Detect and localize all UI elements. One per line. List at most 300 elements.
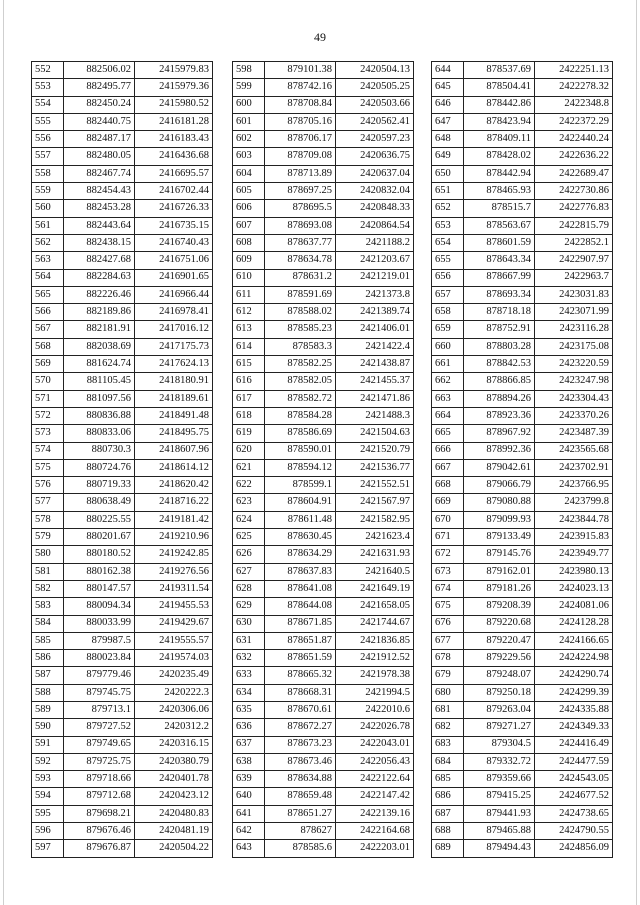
point-number-cell: 661: [432, 356, 464, 373]
x-coordinate-cell: 879465.88: [464, 823, 535, 840]
x-coordinate-cell: 878604.91: [265, 494, 336, 511]
point-number-cell: 582: [32, 580, 64, 597]
y-coordinate-cell: 2421631.93: [336, 546, 414, 563]
point-number-cell: 597: [32, 840, 64, 857]
table-row: [233, 459, 414, 476]
x-coordinate-cell: 879250.18: [464, 684, 535, 701]
x-coordinate-cell: 880638.49: [64, 494, 135, 511]
table-row: [233, 234, 414, 251]
y-coordinate-cell: 2423175.08: [535, 338, 613, 355]
y-coordinate-cell: 2421203.67: [336, 252, 414, 269]
y-coordinate-cell: 2419429.67: [135, 615, 213, 632]
x-coordinate-cell: 878665.32: [265, 667, 336, 684]
x-coordinate-cell: 878923.36: [464, 407, 535, 424]
y-coordinate-cell: 2419181.42: [135, 511, 213, 528]
x-coordinate-cell: 879263.04: [464, 701, 535, 718]
x-coordinate-cell: 880023.84: [64, 650, 135, 667]
point-number-cell: 645: [432, 79, 464, 96]
y-coordinate-cell: 2424023.13: [535, 580, 613, 597]
x-coordinate-cell: 882284.63: [64, 269, 135, 286]
x-coordinate-cell: 878409.11: [464, 131, 535, 148]
table-row: [32, 650, 213, 667]
table-row: [32, 477, 213, 494]
point-number-cell: 589: [32, 701, 64, 718]
point-number-cell: 676: [432, 615, 464, 632]
y-coordinate-cell: 2423980.13: [535, 563, 613, 580]
y-coordinate-cell: 2422440.24: [535, 131, 613, 148]
y-coordinate-cell: 2421744.67: [336, 615, 414, 632]
coordinate-table-left: [31, 61, 213, 858]
table-row: [32, 719, 213, 736]
table-row: [432, 840, 613, 857]
point-number-cell: 682: [432, 719, 464, 736]
y-coordinate-cell: 2423799.8: [535, 494, 613, 511]
point-number-cell: 571: [32, 390, 64, 407]
point-number-cell: 593: [32, 771, 64, 788]
point-number-cell: 612: [233, 304, 265, 321]
table-row: [432, 632, 613, 649]
x-coordinate-cell: 880719.33: [64, 477, 135, 494]
y-coordinate-cell: 2416740.43: [135, 234, 213, 251]
x-coordinate-cell: 878992.36: [464, 442, 535, 459]
point-number-cell: 631: [233, 632, 265, 649]
table-row: [233, 373, 414, 390]
x-coordinate-cell: 878705.16: [265, 113, 336, 130]
table-row: [32, 269, 213, 286]
point-number-cell: 610: [233, 269, 265, 286]
y-coordinate-cell: 2420306.06: [135, 701, 213, 718]
table-row: [233, 563, 414, 580]
x-coordinate-cell: 878627: [265, 823, 336, 840]
table-row: [432, 459, 613, 476]
y-coordinate-cell: 2422689.47: [535, 165, 613, 182]
x-coordinate-cell: 880094.34: [64, 598, 135, 615]
point-number-cell: 563: [32, 252, 64, 269]
y-coordinate-cell: 2420637.04: [336, 165, 414, 182]
point-number-cell: 663: [432, 390, 464, 407]
point-number-cell: 601: [233, 113, 265, 130]
x-coordinate-cell: 878644.08: [265, 598, 336, 615]
table-row: [233, 805, 414, 822]
point-number-cell: 626: [233, 546, 265, 563]
y-coordinate-cell: 2423766.95: [535, 477, 613, 494]
point-number-cell: 600: [233, 96, 265, 113]
x-coordinate-cell: 878695.5: [265, 200, 336, 217]
table-row: [432, 252, 613, 269]
point-number-cell: 641: [233, 805, 265, 822]
x-coordinate-cell: 879145.76: [464, 546, 535, 563]
x-coordinate-cell: 878673.46: [265, 753, 336, 770]
table-row: [32, 840, 213, 857]
table-row: [32, 823, 213, 840]
y-coordinate-cell: 2422776.83: [535, 200, 613, 217]
table-row: [32, 529, 213, 546]
x-coordinate-cell: 879676.46: [64, 823, 135, 840]
table-row: [432, 183, 613, 200]
y-coordinate-cell: 2420380.79: [135, 753, 213, 770]
x-coordinate-cell: 878585.23: [265, 321, 336, 338]
x-coordinate-cell: 878672.27: [265, 719, 336, 736]
x-coordinate-cell: 882450.24: [64, 96, 135, 113]
y-coordinate-cell: 2421836.85: [336, 632, 414, 649]
table-row: [233, 546, 414, 563]
table-row: [32, 425, 213, 442]
y-coordinate-cell: 2421912.52: [336, 650, 414, 667]
point-number-cell: 667: [432, 459, 464, 476]
table-row: [233, 165, 414, 182]
x-coordinate-cell: 881624.74: [64, 356, 135, 373]
x-coordinate-cell: 878667.99: [464, 269, 535, 286]
table-row: [32, 183, 213, 200]
x-coordinate-cell: 880180.52: [64, 546, 135, 563]
point-number-cell: 638: [233, 753, 265, 770]
point-number-cell: 689: [432, 840, 464, 857]
table-row: [32, 598, 213, 615]
y-coordinate-cell: 2418607.96: [135, 442, 213, 459]
x-coordinate-cell: 878709.08: [265, 148, 336, 165]
table-row: [233, 684, 414, 701]
y-coordinate-cell: 2424677.52: [535, 788, 613, 805]
point-number-cell: 577: [32, 494, 64, 511]
x-coordinate-cell: 878637.83: [265, 563, 336, 580]
y-coordinate-cell: 2421455.37: [336, 373, 414, 390]
table-row: [32, 632, 213, 649]
y-coordinate-cell: 2416966.44: [135, 286, 213, 303]
x-coordinate-cell: 882495.77: [64, 79, 135, 96]
x-coordinate-cell: 882454.43: [64, 183, 135, 200]
coordinate-table-middle: [232, 61, 414, 858]
x-coordinate-cell: 878634.88: [265, 771, 336, 788]
point-number-cell: 555: [32, 113, 64, 130]
point-number-cell: 643: [233, 840, 265, 857]
x-coordinate-cell: 879208.39: [464, 598, 535, 615]
point-number-cell: 608: [233, 234, 265, 251]
table-row: [32, 563, 213, 580]
table-row: [432, 805, 613, 822]
table-row: [432, 407, 613, 424]
x-coordinate-cell: 882453.28: [64, 200, 135, 217]
point-number-cell: 651: [432, 183, 464, 200]
table-row: [32, 373, 213, 390]
point-number-cell: 587: [32, 667, 64, 684]
y-coordinate-cell: 2421536.77: [336, 459, 414, 476]
point-number-cell: 662: [432, 373, 464, 390]
y-coordinate-cell: 2421658.05: [336, 598, 414, 615]
x-coordinate-cell: 879415.25: [464, 788, 535, 805]
table-row: [32, 96, 213, 113]
table-row: [233, 390, 414, 407]
y-coordinate-cell: 2416702.44: [135, 183, 213, 200]
table-row: [233, 304, 414, 321]
point-number-cell: 573: [32, 425, 64, 442]
table-row: [432, 684, 613, 701]
table-row: [432, 62, 613, 79]
table-row: [432, 321, 613, 338]
x-coordinate-cell: 879725.75: [64, 753, 135, 770]
point-number-cell: 615: [233, 356, 265, 373]
x-coordinate-cell: 882506.02: [64, 62, 135, 79]
point-number-cell: 576: [32, 477, 64, 494]
y-coordinate-cell: 2418495.75: [135, 425, 213, 442]
x-coordinate-cell: 878697.25: [265, 183, 336, 200]
point-number-cell: 675: [432, 598, 464, 615]
y-coordinate-cell: 2422164.68: [336, 823, 414, 840]
y-coordinate-cell: 2423487.39: [535, 425, 613, 442]
point-number-cell: 672: [432, 546, 464, 563]
point-number-cell: 630: [233, 615, 265, 632]
y-coordinate-cell: 2421504.63: [336, 425, 414, 442]
y-coordinate-cell: 2416751.06: [135, 252, 213, 269]
x-coordinate-cell: 878599.1: [265, 477, 336, 494]
x-coordinate-cell: 882427.68: [64, 252, 135, 269]
x-coordinate-cell: 878894.26: [464, 390, 535, 407]
table-row: [32, 753, 213, 770]
y-coordinate-cell: 2422907.97: [535, 252, 613, 269]
y-coordinate-cell: 2415979.36: [135, 79, 213, 96]
y-coordinate-cell: 2423915.83: [535, 529, 613, 546]
point-number-cell: 609: [233, 252, 265, 269]
point-number-cell: 617: [233, 390, 265, 407]
table-row: [32, 252, 213, 269]
point-number-cell: 564: [32, 269, 64, 286]
y-coordinate-cell: 2416695.57: [135, 165, 213, 182]
table-row: [432, 234, 613, 251]
x-coordinate-cell: 878693.34: [464, 286, 535, 303]
point-number-cell: 648: [432, 131, 464, 148]
y-coordinate-cell: 2417624.13: [135, 356, 213, 373]
y-coordinate-cell: 2420480.83: [135, 805, 213, 822]
y-coordinate-cell: 2420848.33: [336, 200, 414, 217]
point-number-cell: 598: [233, 62, 265, 79]
table-row: [233, 252, 414, 269]
y-coordinate-cell: 2423565.68: [535, 442, 613, 459]
point-number-cell: 594: [32, 788, 64, 805]
point-number-cell: 572: [32, 407, 64, 424]
y-coordinate-cell: 2424224.98: [535, 650, 613, 667]
table-row: [32, 113, 213, 130]
table-row: [432, 771, 613, 788]
table-row: [32, 217, 213, 234]
point-number-cell: 556: [32, 131, 64, 148]
y-coordinate-cell: 2421978.38: [336, 667, 414, 684]
point-number-cell: 646: [432, 96, 464, 113]
point-number-cell: 683: [432, 736, 464, 753]
table-row: [233, 442, 414, 459]
y-coordinate-cell: 2422139.16: [336, 805, 414, 822]
x-coordinate-cell: 878582.25: [265, 356, 336, 373]
x-coordinate-cell: 879718.66: [64, 771, 135, 788]
point-number-cell: 602: [233, 131, 265, 148]
point-number-cell: 624: [233, 511, 265, 528]
x-coordinate-cell: 879727.52: [64, 719, 135, 736]
y-coordinate-cell: 2422122.64: [336, 771, 414, 788]
y-coordinate-cell: 2420423.12: [135, 788, 213, 805]
x-coordinate-cell: 879749.65: [64, 736, 135, 753]
x-coordinate-cell: 878588.02: [265, 304, 336, 321]
table-row: [432, 373, 613, 390]
point-number-cell: 618: [233, 407, 265, 424]
point-number-cell: 688: [432, 823, 464, 840]
y-coordinate-cell: 2423247.98: [535, 373, 613, 390]
table-row: [233, 736, 414, 753]
table-row: [233, 62, 414, 79]
x-coordinate-cell: 878423.94: [464, 113, 535, 130]
point-number-cell: 635: [233, 701, 265, 718]
table-row: [32, 131, 213, 148]
x-coordinate-cell: 878634.78: [265, 252, 336, 269]
y-coordinate-cell: 2416726.33: [135, 200, 213, 217]
point-number-cell: 655: [432, 252, 464, 269]
table-row: [233, 823, 414, 840]
x-coordinate-cell: 879181.26: [464, 580, 535, 597]
x-coordinate-cell: 878584.28: [265, 407, 336, 424]
point-number-cell: 596: [32, 823, 64, 840]
x-coordinate-cell: 882440.75: [64, 113, 135, 130]
table-row: [233, 96, 414, 113]
point-number-cell: 640: [233, 788, 265, 805]
point-number-cell: 616: [233, 373, 265, 390]
table-row: [233, 286, 414, 303]
y-coordinate-cell: 2421649.19: [336, 580, 414, 597]
y-coordinate-cell: 2420504.13: [336, 62, 414, 79]
x-coordinate-cell: 879494.43: [464, 840, 535, 857]
table-row: [432, 753, 613, 770]
y-coordinate-cell: 2419276.56: [135, 563, 213, 580]
point-number-cell: 557: [32, 148, 64, 165]
x-coordinate-cell: 878585.6: [265, 840, 336, 857]
point-number-cell: 665: [432, 425, 464, 442]
point-number-cell: 650: [432, 165, 464, 182]
y-coordinate-cell: 2418491.48: [135, 407, 213, 424]
table-row: [432, 200, 613, 217]
point-number-cell: 637: [233, 736, 265, 753]
y-coordinate-cell: 2416901.65: [135, 269, 213, 286]
table-row: [32, 580, 213, 597]
y-coordinate-cell: 2422636.22: [535, 148, 613, 165]
x-coordinate-cell: 879080.88: [464, 494, 535, 511]
y-coordinate-cell: 2420562.41: [336, 113, 414, 130]
x-coordinate-cell: 882438.15: [64, 234, 135, 251]
x-coordinate-cell: 882181.91: [64, 321, 135, 338]
y-coordinate-cell: 2423071.99: [535, 304, 613, 321]
y-coordinate-cell: 2416183.43: [135, 131, 213, 148]
point-number-cell: 666: [432, 442, 464, 459]
x-coordinate-cell: 878643.34: [464, 252, 535, 269]
point-number-cell: 605: [233, 183, 265, 200]
y-coordinate-cell: 2422348.8: [535, 96, 613, 113]
table-row: [432, 823, 613, 840]
point-number-cell: 611: [233, 286, 265, 303]
point-number-cell: 647: [432, 113, 464, 130]
x-coordinate-cell: 878641.08: [265, 580, 336, 597]
point-number-cell: 583: [32, 598, 64, 615]
table-row: [432, 148, 613, 165]
x-coordinate-cell: 878668.31: [265, 684, 336, 701]
table-row: [233, 148, 414, 165]
y-coordinate-cell: 2424790.55: [535, 823, 613, 840]
y-coordinate-cell: 2421422.4: [336, 338, 414, 355]
point-number-cell: 588: [32, 684, 64, 701]
table-row: [233, 615, 414, 632]
point-number-cell: 569: [32, 356, 64, 373]
x-coordinate-cell: 879101.38: [265, 62, 336, 79]
table-row: [233, 632, 414, 649]
table-row: [32, 200, 213, 217]
point-number-cell: 561: [32, 217, 64, 234]
y-coordinate-cell: 2419455.53: [135, 598, 213, 615]
x-coordinate-cell: 878713.89: [265, 165, 336, 182]
y-coordinate-cell: 2422203.01: [336, 840, 414, 857]
table-row: [233, 407, 414, 424]
y-coordinate-cell: 2422852.1: [535, 234, 613, 251]
y-coordinate-cell: 2422730.86: [535, 183, 613, 200]
x-coordinate-cell: 878537.69: [464, 62, 535, 79]
table-row: [432, 269, 613, 286]
y-coordinate-cell: 2421438.87: [336, 356, 414, 373]
point-number-cell: 554: [32, 96, 64, 113]
table-row: [32, 390, 213, 407]
x-coordinate-cell: 879676.87: [64, 840, 135, 857]
point-number-cell: 669: [432, 494, 464, 511]
point-number-cell: 614: [233, 338, 265, 355]
x-coordinate-cell: 882038.69: [64, 338, 135, 355]
x-coordinate-cell: 880836.88: [64, 407, 135, 424]
point-number-cell: 584: [32, 615, 64, 632]
x-coordinate-cell: 879713.1: [64, 701, 135, 718]
point-number-cell: 567: [32, 321, 64, 338]
y-coordinate-cell: 2420222.3: [135, 684, 213, 701]
x-coordinate-cell: 878659.48: [265, 788, 336, 805]
x-coordinate-cell: 882226.46: [64, 286, 135, 303]
table-row: [233, 356, 414, 373]
point-number-cell: 623: [233, 494, 265, 511]
x-coordinate-cell: 879712.68: [64, 788, 135, 805]
point-number-cell: 680: [432, 684, 464, 701]
y-coordinate-cell: 2424477.59: [535, 753, 613, 770]
point-number-cell: 652: [432, 200, 464, 217]
x-coordinate-cell: 878582.05: [265, 373, 336, 390]
y-coordinate-cell: 2420504.22: [135, 840, 213, 857]
point-number-cell: 639: [233, 771, 265, 788]
x-coordinate-cell: 879271.27: [464, 719, 535, 736]
y-coordinate-cell: 2423949.77: [535, 546, 613, 563]
x-coordinate-cell: 882480.05: [64, 148, 135, 165]
point-number-cell: 673: [432, 563, 464, 580]
y-coordinate-cell: 2424299.39: [535, 684, 613, 701]
y-coordinate-cell: 2420312.2: [135, 719, 213, 736]
point-number-cell: 599: [233, 79, 265, 96]
point-number-cell: 606: [233, 200, 265, 217]
y-coordinate-cell: 2422147.42: [336, 788, 414, 805]
table-row: [233, 477, 414, 494]
table-row: [32, 701, 213, 718]
point-number-cell: 668: [432, 477, 464, 494]
point-number-cell: 642: [233, 823, 265, 840]
point-number-cell: 620: [233, 442, 265, 459]
point-number-cell: 679: [432, 667, 464, 684]
y-coordinate-cell: 2424543.05: [535, 771, 613, 788]
x-coordinate-cell: 881105.45: [64, 373, 135, 390]
table-row: [432, 580, 613, 597]
y-coordinate-cell: 2419210.96: [135, 529, 213, 546]
y-coordinate-cell: 2416735.15: [135, 217, 213, 234]
y-coordinate-cell: 2417016.12: [135, 321, 213, 338]
x-coordinate-cell: 878637.77: [265, 234, 336, 251]
y-coordinate-cell: 2421188.2: [336, 234, 414, 251]
y-coordinate-cell: 2423370.26: [535, 407, 613, 424]
x-coordinate-cell: 878465.93: [464, 183, 535, 200]
y-coordinate-cell: 2422372.29: [535, 113, 613, 130]
